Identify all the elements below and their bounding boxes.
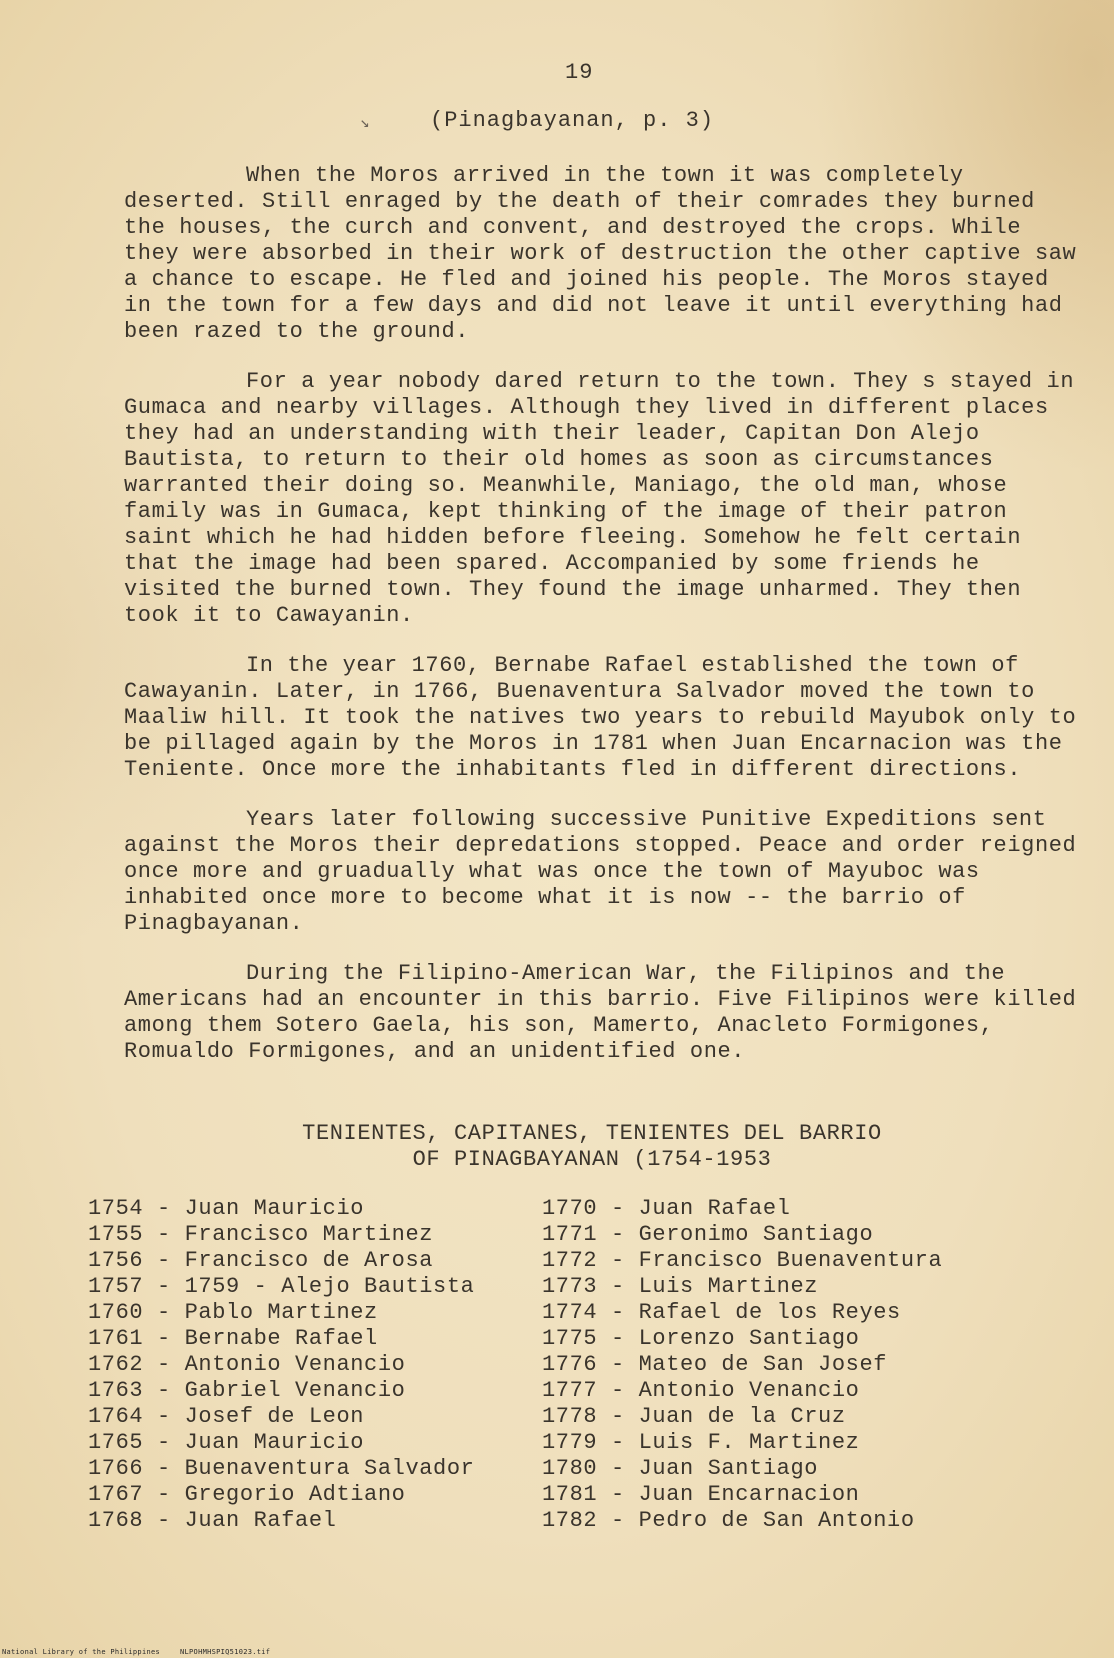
list-item: 1768 - Juan Rafael <box>88 1508 337 1533</box>
body-text <box>124 163 1084 1089</box>
list-item: 1775 - Lorenzo Santiago <box>542 1326 860 1351</box>
paragraph-town-history: In the year 1760, Bernabe Rafael established the town of Cawayanin. Later, in 1766, Buenaventura Salvador moved the town to Maaliw hill. It took the natives two years to rebuild Mayubok only to be pillaged again by the Moros in 1781 when Juan Encarnacion was the Teniente. Once more the inhabitants fled in different directions. <box>124 653 1077 782</box>
list-item: 1760 - Pablo Martinez <box>88 1300 378 1325</box>
list-heading-line: TENIENTES, CAPITANES, TENIENTES DEL BARRIO <box>302 1121 882 1146</box>
list-heading-line: OF PINAGBAYANAN (1754-1953 <box>412 1147 772 1172</box>
list-item: 1755 - Francisco Martinez <box>88 1222 434 1247</box>
list-item: 1754 - Juan Mauricio <box>88 1196 365 1221</box>
list-item: 1781 - Juan Encarnacion <box>542 1482 860 1507</box>
list-item: 1764 - Josef de Leon <box>88 1404 365 1429</box>
list-item: 1779 - Luis F. Martinez <box>542 1430 860 1455</box>
list-item: 1756 - Francisco de Arosa <box>88 1248 434 1273</box>
list-item: 1773 - Luis Martinez <box>542 1274 819 1299</box>
paragraph-return-to-town: For a year nobody dared return to the town. They s stayed in Gumaca and nearby villages. Although they lived in different places they had an understanding with their leader, Capitan Don Alejo Bautista, to return to their old homes as soon as circumstances warranted their doing so. Meanwhile, Maniago, the old man, whose family was in Gumaca, kept thinking of the image of their patron saint which he had hidden before fleeing. Somehow he felt certain that the image had been spared. Accompanied by some friends he visited the burned town. They found the image unharmed. They then took it to Cawayanin. <box>124 369 1075 628</box>
list-item: 1771 - Geronimo Santiago <box>542 1222 874 1247</box>
list-item: 1772 - Francisco Buenaventura <box>542 1248 943 1273</box>
list-item: 1780 - Juan Santiago <box>542 1456 819 1481</box>
list-item: 1766 - Buenaventura Salvador <box>88 1456 475 1481</box>
list-item: 1757 - 1759 - Alejo Bautista <box>88 1274 475 1299</box>
running-head: (Pinagbayanan, p. 3) <box>430 108 715 133</box>
list-item: 1761 - Bernabe Rafael <box>88 1326 378 1351</box>
list-item: 1762 - Antonio Venancio <box>88 1352 406 1377</box>
list-heading <box>0 1121 1114 1173</box>
list-item: 1777 - Antonio Venancio <box>542 1378 860 1403</box>
paragraph-peace-restored: Years later following successive Punitive Expeditions sent against the Moros their depredations stopped. Peace and order reigned once more and gruadually what was once the town of Mayuboc was inhabited once more to become what it is now -- the barrio of Pinagbayanan. <box>124 807 1077 936</box>
paragraph-filipino-american-war: During the Filipino-American War, the Filipinos and the Americans had an encounter in this barrio. Five Filipinos were killed among them Sotero Gaela, his son, Mamerto, Anacleto Formigones, Romualdo Formigones, and an unidentified one. <box>124 961 1077 1064</box>
list-item: 1776 - Mateo de San Josef <box>542 1352 888 1377</box>
list-item: 1778 - Juan de la Cruz <box>542 1404 846 1429</box>
list-item: 1765 - Juan Mauricio <box>88 1430 365 1455</box>
list-item: 1763 - Gabriel Venancio <box>88 1378 406 1403</box>
list-item: 1770 - Juan Rafael <box>542 1196 791 1221</box>
footer-institution: National Library of the Philippines <box>2 1648 161 1656</box>
pen-mark: ↘ <box>360 114 370 132</box>
scan-footer <box>2 1648 290 1656</box>
list-item: 1782 - Pedro de San Antonio <box>542 1508 915 1533</box>
list-item: 1767 - Gregorio Adtiano <box>88 1482 406 1507</box>
list-item: 1774 - Rafael de los Reyes <box>542 1300 901 1325</box>
officials-list-left <box>88 1196 474 1534</box>
footer-file-id: NLPOHMHSPIQ51023.tif <box>180 1648 271 1656</box>
page-number: 19 <box>565 60 594 85</box>
officials-list-right <box>542 1196 942 1534</box>
paragraph-moros-arrival: When the Moros arrived in the town it was completely deserted. Still enraged by the death of their comrades they burned the houses, the curch and convent, and destroyed the crops. While they were absorbed in their work of destruction the other captive saw a chance to escape. He fled and joined his people. The Moros stayed in the town for a few days and did not leave it until everything had been razed to the ground. <box>124 163 1077 344</box>
